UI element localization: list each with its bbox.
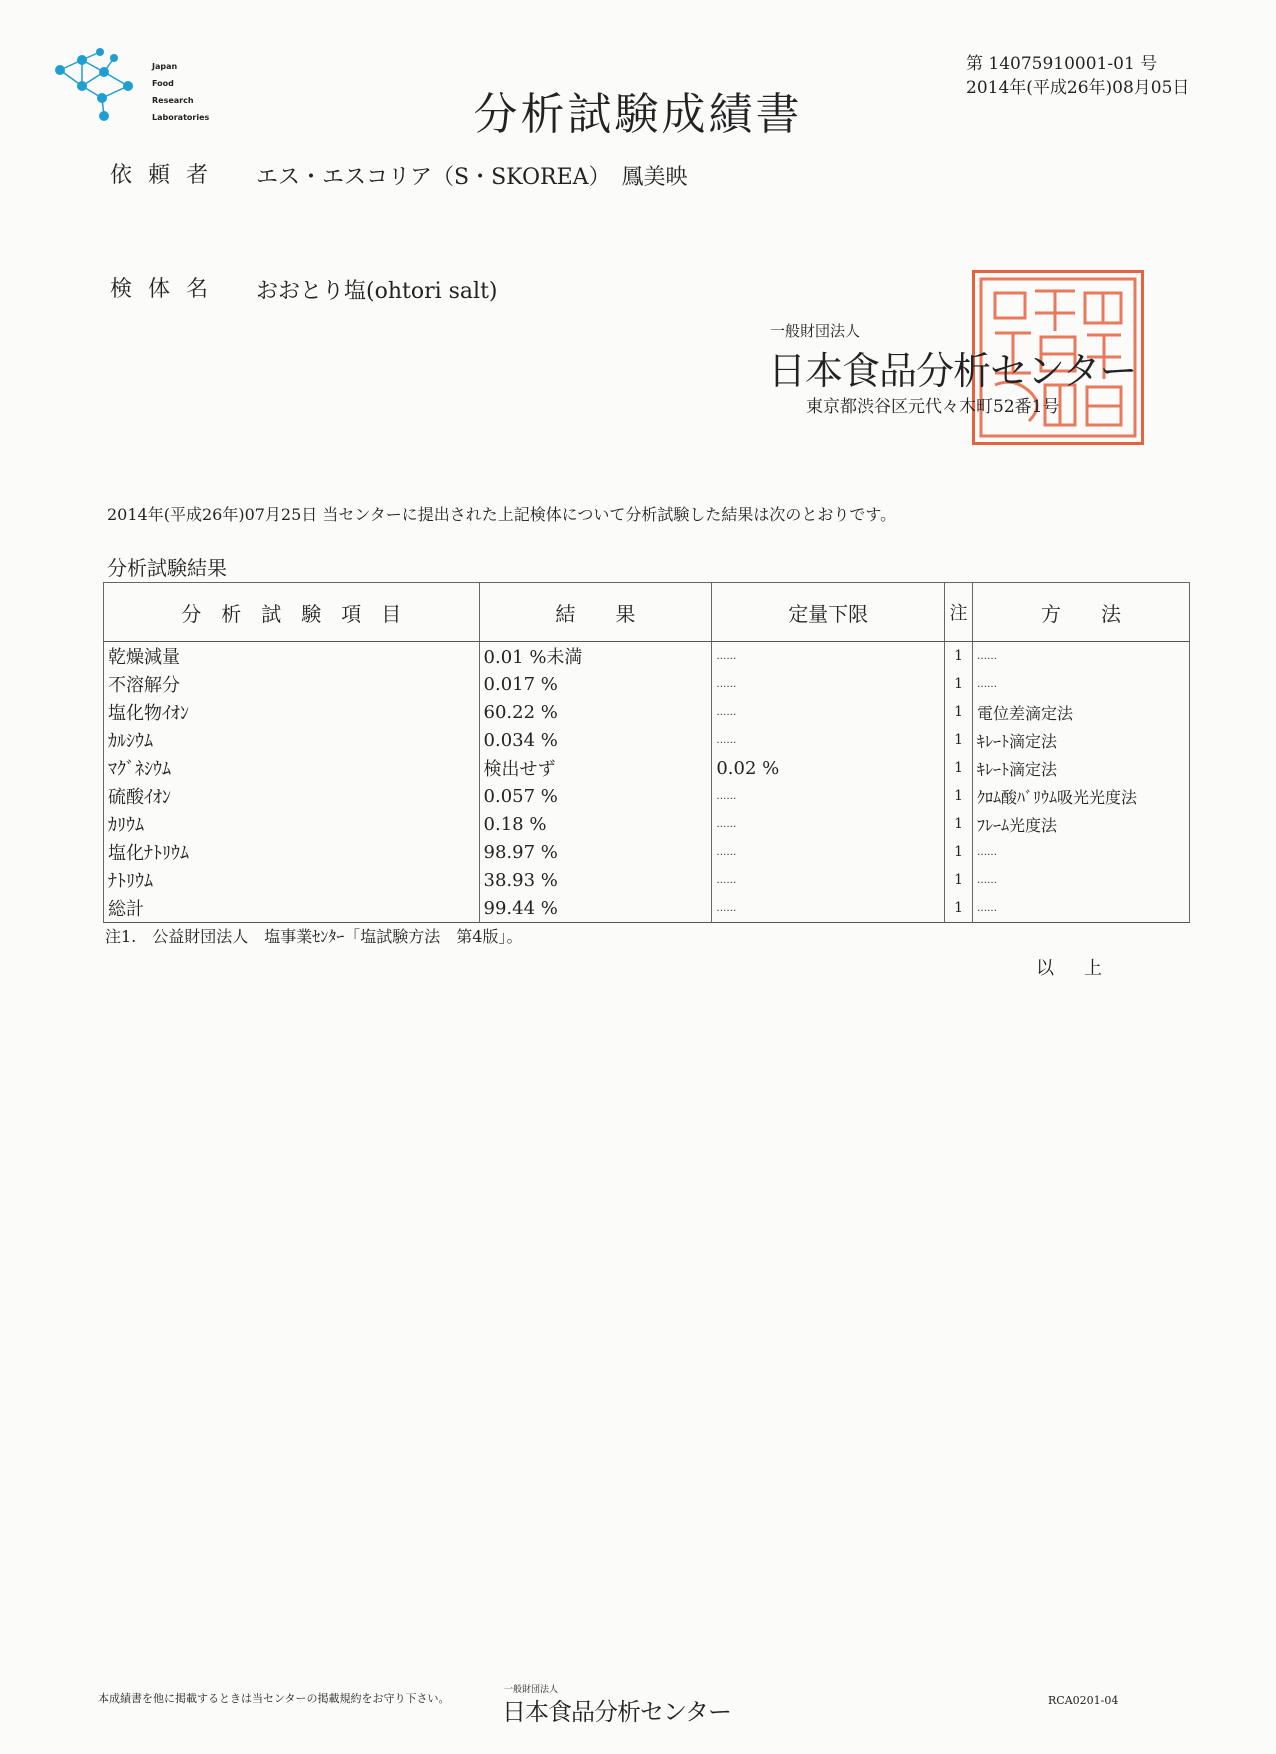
cell-method: 電位差滴定法 [973,698,1190,726]
cell-result: 0.034 % [479,726,712,754]
cell-note: 1 [945,782,973,810]
cell-method: …… [973,670,1190,698]
table-row [104,726,1190,754]
cell-item: 不溶解分 [104,670,480,698]
table-row [104,866,1190,894]
cell-limit: …… [712,810,945,838]
cell-limit: …… [712,782,945,810]
header-limit: 定量下限 [712,583,945,642]
cell-item: 塩化ﾅﾄﾘｳﾑ [104,838,480,866]
document-number-block [966,52,1189,100]
footer-org-type: 一般財団法人 [504,1685,559,1695]
cell-result: 60.22 % [479,698,712,726]
cell-result: 98.97 % [479,838,712,866]
cell-method: ｸﾛﾑ酸ﾊﾞﾘｳﾑ吸光光度法 [973,782,1190,810]
cell-item: 乾燥減量 [104,642,480,671]
cell-method: …… [973,642,1190,671]
sample-value: おおとり塩(ohtori salt) [256,279,498,304]
issue-date: 2014年(平成26年)08月05日 [966,78,1190,98]
cell-item: ﾏｸﾞﾈｼｳﾑ [104,754,480,782]
cell-method: ﾌﾚｰﾑ光度法 [973,810,1190,838]
cell-item: ｶﾘｳﾑ [104,810,480,838]
cell-item: 総計 [104,894,480,923]
cell-method: …… [973,838,1190,866]
logo-text: Japan Food Research Laboratories [152,62,210,122]
cell-method: ｷﾚｰﾄ滴定法 [973,726,1190,754]
intro-statement: 2014年(平成26年)07月25日 当センターに提出された上記検体について分析試験した結果は次のとおりです。 [107,505,897,524]
cell-limit: …… [712,670,945,698]
results-table [103,582,1190,923]
issuer-name: 日本食品分析センター [768,349,1137,393]
cell-limit: …… [712,866,945,894]
cell-result: 検出せず [479,754,712,782]
requester-label: 依頼者 [110,163,225,188]
cell-result: 99.44 % [479,894,712,923]
cell-result: 0.057 % [479,782,712,810]
cell-item: 硫酸ｲｵﾝ [104,782,480,810]
cell-limit: …… [712,698,945,726]
cell-note: 1 [945,754,973,782]
cell-note: 1 [945,866,973,894]
table-row [104,838,1190,866]
sample-label: 検体名 [110,277,225,302]
cell-note: 1 [945,894,973,923]
cell-result: 0.01 %未満 [479,642,712,671]
footer-note: 本成績書を他に掲載するときは当センターの掲載規約をお守り下さい。 [98,1692,450,1705]
cell-note: 1 [945,698,973,726]
table-row [104,782,1190,810]
cell-note: 1 [945,810,973,838]
cell-item: ｶﾙｼｳﾑ [104,726,480,754]
table-row [104,810,1190,838]
requester-value: エス・エスコリア（S・SKOREA） 鳳美映 [256,165,688,190]
footer-org-name: 日本食品分析センター [502,1698,732,1726]
closing-mark: 以上 [1036,958,1132,979]
issuer-type: 一般財団法人 [770,322,861,340]
cell-limit: …… [712,838,945,866]
header-method: 方 法 [973,583,1190,642]
table-row [104,670,1190,698]
section-title: 分析試験結果 [107,556,227,580]
cell-note: 1 [945,670,973,698]
table-row [104,698,1190,726]
header-item: 分 析 試 験 項 目 [104,583,480,642]
cell-note: 1 [945,838,973,866]
table-row [104,754,1190,782]
cell-note: 1 [945,726,973,754]
header-note: 注 [945,583,973,642]
cell-limit: …… [712,642,945,671]
form-code: RCA0201-04 [1048,1694,1119,1707]
cell-limit: 0.02 % [712,754,945,782]
cell-method: …… [973,866,1190,894]
cell-result: 38.93 % [479,866,712,894]
cell-method: …… [973,894,1190,923]
document-number: 第 14075910001-01 号 [966,54,1158,74]
table-row [104,894,1190,923]
document-title: 分析試験成績書 [473,89,803,140]
table-row [104,642,1190,671]
cell-item: ﾅﾄﾘｳﾑ [104,866,480,894]
cell-item: 塩化物ｲｵﾝ [104,698,480,726]
cell-note: 1 [945,642,973,671]
table-header-row [104,583,1190,642]
cell-limit: …… [712,894,945,923]
cell-limit: …… [712,726,945,754]
cell-result: 0.18 % [479,810,712,838]
header-result: 結 果 [479,583,712,642]
cell-result: 0.017 % [479,670,712,698]
footnote: 注1. 公益財団法人 塩事業ｾﾝﾀｰ「塩試験方法 第4版」。 [105,927,523,946]
cell-method: ｷﾚｰﾄ滴定法 [973,754,1190,782]
issuer-address: 東京都渋谷区元代々木町52番1号 [806,397,1060,417]
